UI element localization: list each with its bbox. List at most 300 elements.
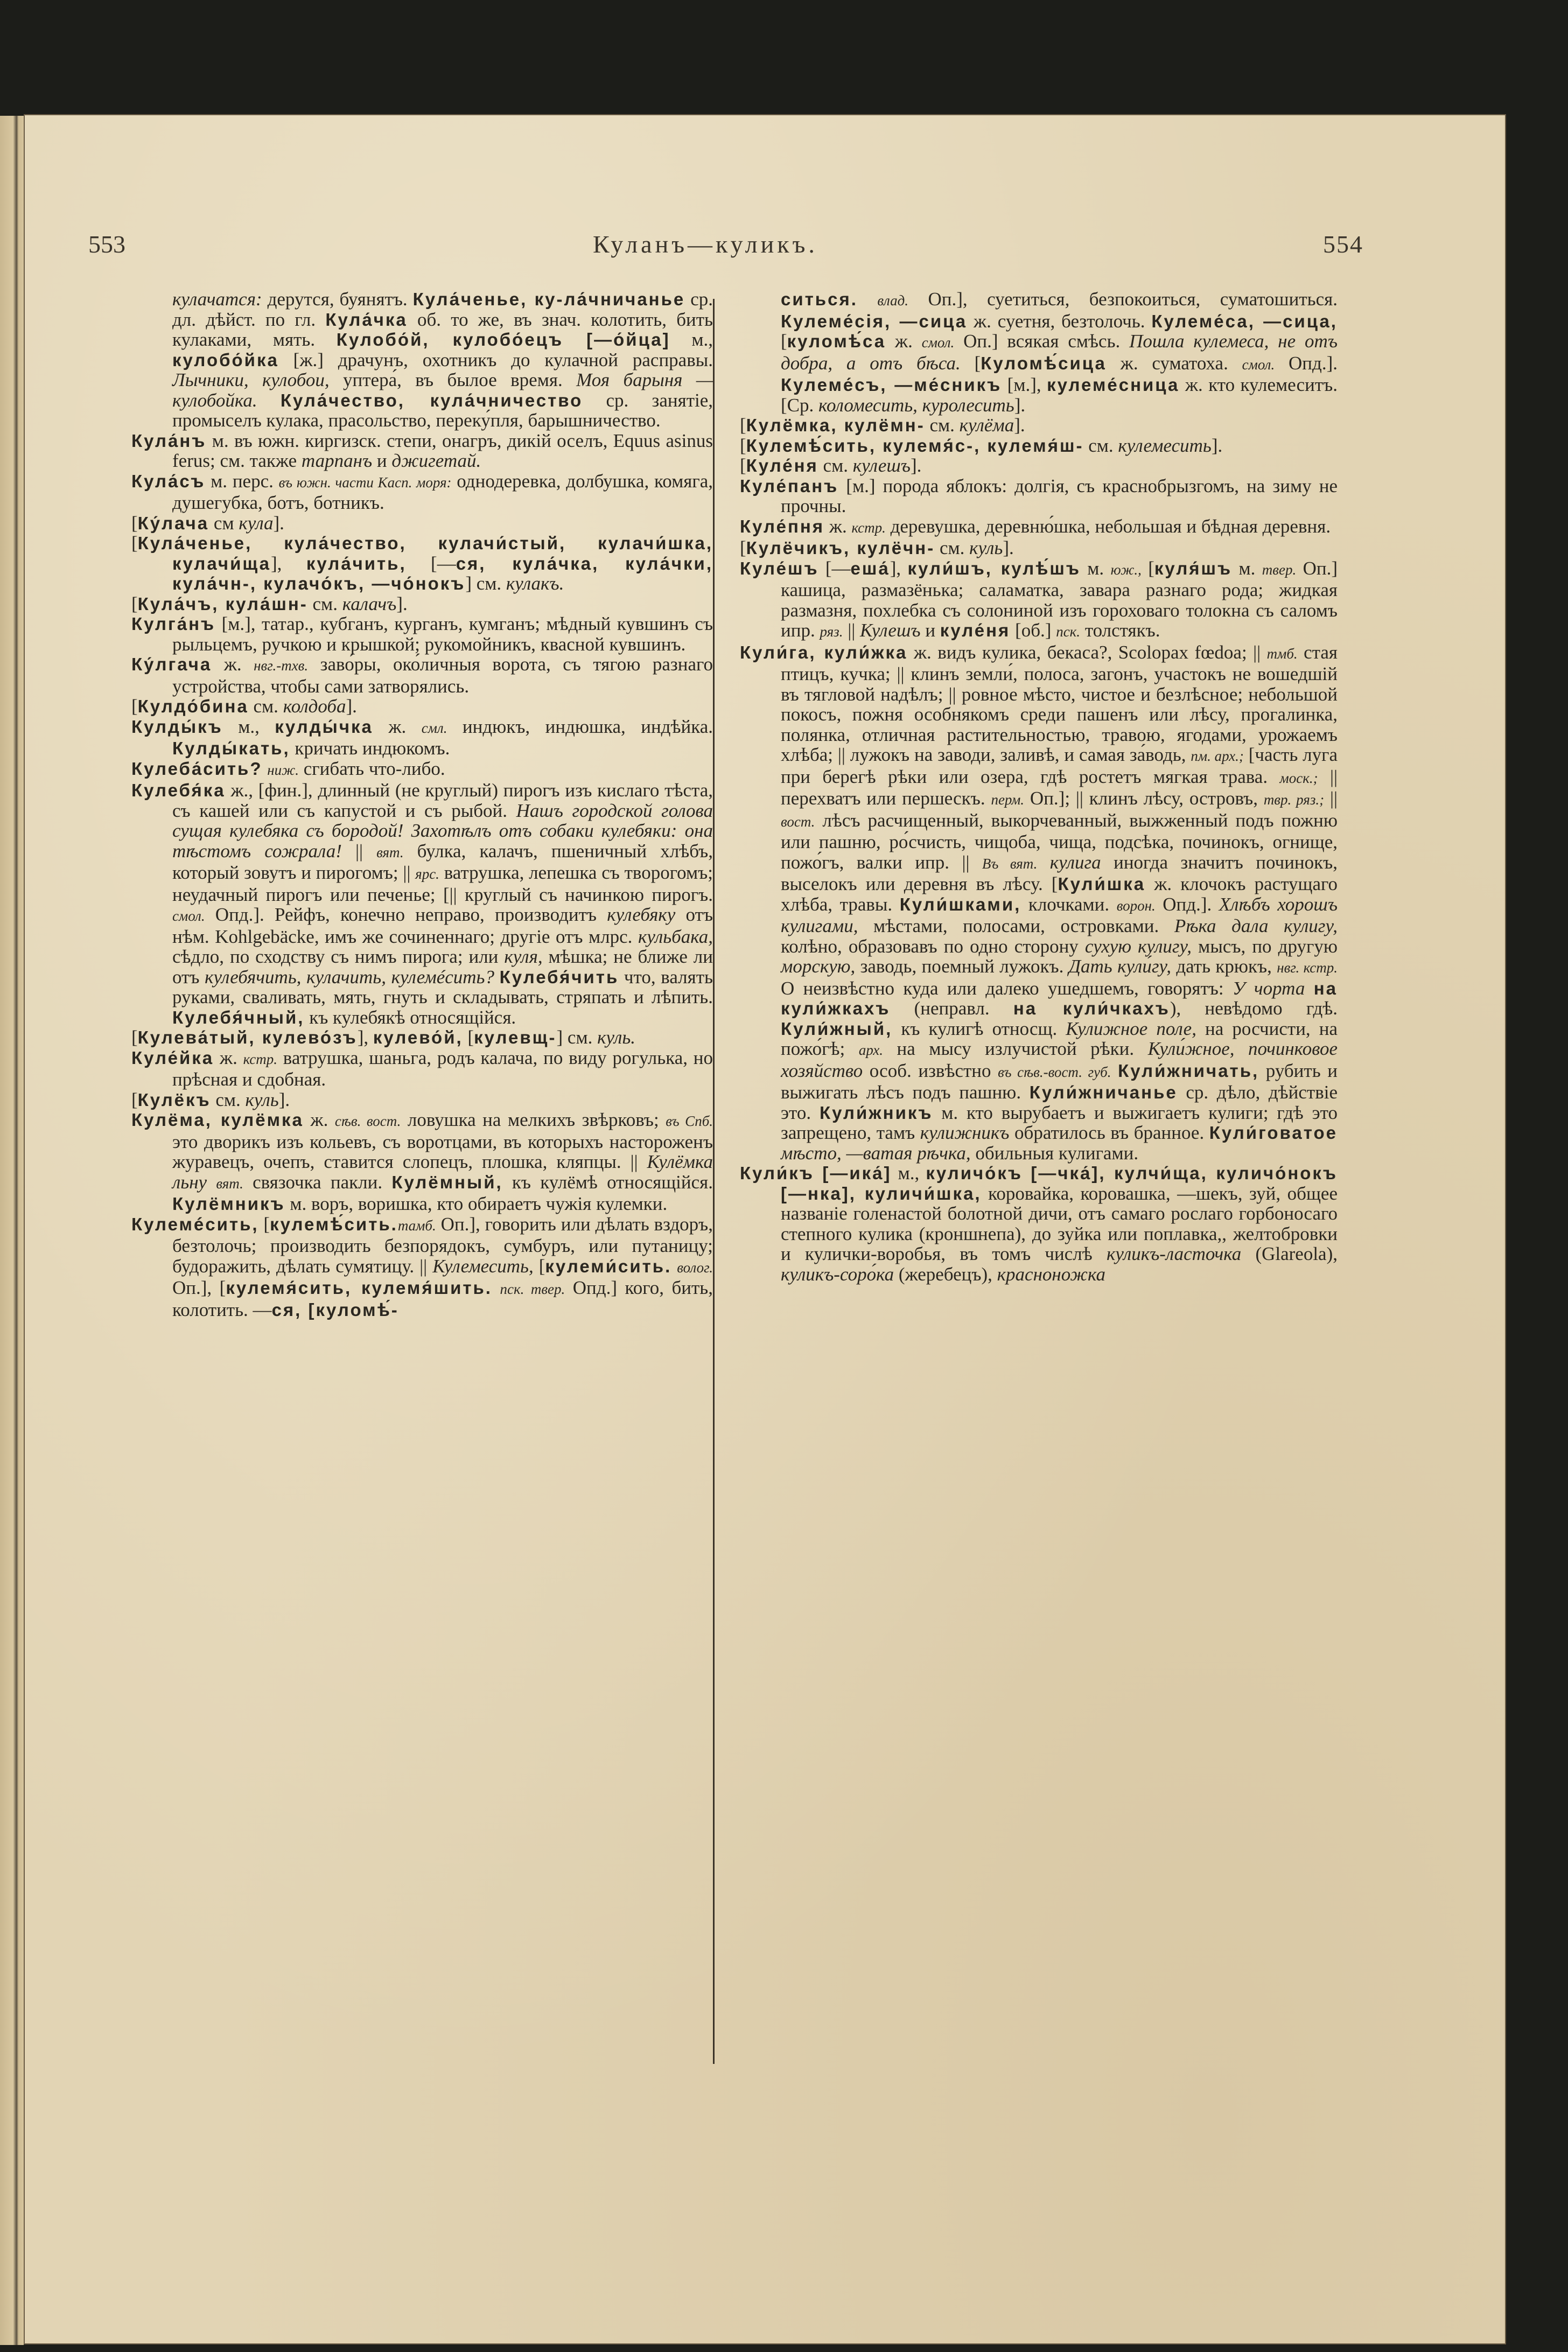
body-text: [ [463,1027,474,1048]
headword: Кула́чество, кула́чничество [280,390,583,410]
body-text [1111,1060,1118,1081]
body-text [494,967,500,988]
headword: Кули́жникъ [819,1102,933,1123]
body-text: кричать индюкомъ. [290,738,450,759]
body-text: ] см. [556,1027,598,1048]
region-abbrev: арх. [858,1042,884,1058]
headword: ся, кула́чка, кула́чки, кула́чн-, кулачо́къ, —чо́нокъ [172,553,713,593]
italic-text: куль [969,537,1003,558]
body-text: уптера́, въ былое время. [329,369,577,390]
body-text: стая птицъ, кучка; || клинъ земли́, полоса, загонъ, участокъ не вошедшій въ тягловой надѣлъ; || ровное мѣсто, чистое и безлѣсное; небольшой покосъ, пожня особнякомъ среди пашенъ или лѣсу, прогалинка, полянка, отличная растительностью, травою, ягодами, урожаемъ хлѣба; || лужокъ на заводи, заливѣ, и самая за́водь, [781,641,1338,765]
headword: Кула́нъ [131,430,207,451]
body-text: ж. [303,1109,335,1130]
body-text: [ [131,1027,138,1048]
body-text [671,1256,677,1277]
body-text: ]. [1014,394,1026,416]
headword: кулево́й, [373,1027,463,1047]
body-text: [м.], [1002,374,1047,395]
body-text: см [209,512,239,534]
italic-text: кульбака, [638,926,713,947]
body-text: [ [131,512,138,534]
region-abbrev: вят. [376,844,404,860]
headword: Кулеме́са, —сица, [1151,311,1338,331]
body-text [207,1172,216,1193]
body-text: см. [307,593,342,614]
headword: Кулёмный, [391,1172,503,1192]
italic-text: тарпанъ [301,450,373,471]
region-abbrev: смол. [921,334,955,351]
headword: Ку́лача [137,513,209,533]
body-text: Оп.] всякая смѣсь. [954,331,1130,352]
italic-text: куликъ-соро́ка [781,1263,894,1285]
body-text: сгибать что-либо. [299,758,445,779]
headword: Кулёмникъ [172,1194,285,1214]
dictionary-entry [740,415,1338,436]
body-text: ]. [278,1089,290,1110]
italic-text: Нашъ городской голова сущая кулебяка съ бородой! Захотѣлъ отъ собаки кулебяки: она тѣстомъ сожрала! [172,800,713,862]
headword: Кула́ченье, ку-ла́чничанье [412,289,685,309]
region-abbrev: твр. ряз.; [1263,792,1325,808]
dictionary-entry [131,780,713,1027]
headword: Куле́панъ [740,475,839,496]
body-text: [ [131,533,138,554]
italic-text: сухую кулигу, [1084,935,1192,957]
body-text: обратилось въ бранное. [1009,1122,1209,1143]
dictionary-entry [131,431,713,471]
body-text: ]. [346,696,357,717]
body-text: м. воръ, воришка, кто обираетъ чужія кулемки. [285,1193,668,1214]
dictionary-entry [131,696,713,717]
region-abbrev: смл. [421,719,447,736]
italic-text: Моя барыня — кулобойка. [172,369,713,411]
body-text [263,758,268,779]
body-text: ловушка на мелкихъ звѣрковъ; [401,1109,666,1130]
body-text: [ [960,352,981,374]
headword: куломѣ́са [787,331,886,351]
body-text: м. въ южн. киргизск. степи, онагръ, дикій оселъ, Equus asinus ferus; см. также [172,430,713,471]
body-text: ]. [1014,415,1025,436]
body-text: Оп.] кашица, размазёнька; саламатка, завара разнаго рода; жидкая размазня, похлебка съ солониной изъ гороховаго толокна съ саломъ ипр. [781,557,1338,641]
headword: Кули́жный, [781,1018,893,1039]
region-abbrev: въ южн. части Касп. моря: [278,474,452,491]
headword: Куле́шъ [740,558,819,578]
body-text: рубить и выжигать лѣсъ подъ пашню. [781,1060,1338,1103]
dictionary-entry [131,717,713,759]
italic-text: кулижникъ [920,1122,1010,1143]
body-text: || перехватъ или першескъ. [781,766,1338,809]
column-divider [713,299,715,2064]
body-text: обильныя кулигами. [970,1142,1139,1164]
region-abbrev: ряз. [820,624,843,640]
body-text: м. [1232,557,1262,579]
body-text: особ. извѣстно [863,1060,998,1081]
body-text: см. [248,696,283,717]
body-text: заво́ры, око́личныя ворота, съ тягою разнаго устройства, чтобы сами затворялись. [172,654,713,697]
body-text: м. кто вырубаетъ и выжигаетъ кулиги; гдѣ это запрещено, тамъ [781,1102,1338,1143]
region-abbrev: влад. [877,292,909,309]
region-abbrev: нвг. кстр. [1277,960,1338,976]
dictionary-entry [131,759,713,781]
running-head [24,230,1506,262]
headword: кулобо́йка [172,349,279,370]
body-text: ], [890,557,908,579]
region-abbrev: пск. твер. [500,1281,565,1297]
dictionary-entry [131,1048,713,1090]
italic-text: У чорта [1232,977,1305,999]
body-text: сѣдло, по сходству съ нимъ пирога; или [172,946,505,967]
region-abbrev: ворон. [1116,897,1156,914]
body-text: мѣшка; не ближе ли отъ [172,946,713,988]
dictionary-entry [131,1027,713,1048]
body-text: мысъ, по другую [1192,935,1338,957]
italic-text: куля, [504,946,543,967]
body-text: [ [533,1255,545,1277]
headword: еша́ [850,558,890,578]
region-abbrev: тмб. [1266,645,1298,662]
body-text: (Glareola), [1241,1243,1338,1264]
region-abbrev: тамб. [397,1217,436,1234]
italic-text: куль. [597,1027,636,1048]
headword: Кулебя́ка [131,780,226,800]
italic-text: кулачатся: [172,289,262,310]
body-text: м., [222,716,275,737]
headword: Кулеба́сить? [131,758,263,779]
headword: ся, [куломѣ́- [271,1299,399,1320]
dictionary-entry [740,456,1338,476]
headword: кулеми́сить. [545,1256,672,1276]
headword: Кула́чка [325,309,408,330]
region-abbrev: смол. [172,908,205,924]
body-text: ватрушка, лепешка съ творогомъ; неудачный пирогъ или печенье; [|| круглый съ начинкою пирогъ. [172,862,713,905]
body-text: къ кулигѣ относщ. [892,1018,1066,1039]
body-text: лѣсъ расчищенный, выкорчеванный, выжженный подъ пожню или пашню, ро́счисть, чищоба, чища, подсѣка, починокъ, огнище, пожо́гъ, валки ипр. || [781,809,1338,873]
dictionary-entry [131,471,713,513]
headword: Кулемéсить, [131,1214,259,1234]
right-column [740,289,1338,1284]
italic-text: колдоба [283,696,346,717]
body-text: О неизвѣстно куда или далеко ушедшемъ, говорятъ: [781,977,1233,999]
italic-text: кулига [1049,851,1101,873]
region-abbrev: сѣв. вост. [334,1113,401,1129]
italic-text: куликъ-ласточка [1106,1243,1242,1264]
dictionary-entry [740,1163,1338,1284]
headword: кулемѣ́сить. [270,1214,398,1234]
dictionary-page [24,114,1506,2344]
body-text: [— [406,552,456,574]
body-text: однодеревка, долбушка, комяга, душегубка, ботъ, ботникъ. [172,470,713,513]
italic-text: красноножка [997,1263,1105,1285]
region-abbrev: нвг.-тхв. [254,657,309,674]
body-text: связочка пакли. [243,1171,392,1193]
italic-text: кулебячить, кулачить, кулемéсить? [205,966,494,988]
headword: кулды́чка [275,716,373,737]
dictionary-entry [131,289,713,431]
headword: Кулга́нъ [131,614,216,634]
body-text: [м.] порода яблокъ: долгія, съ краснобрызгомъ, на зиму не прочны. [781,475,1338,516]
dictionary-entry [131,654,713,696]
body-text: деревушка, деревню́шка, небольшая и бѣдная деревня. [885,515,1331,537]
body-text: [ [781,331,787,352]
body-text: Оп.], [ [172,1277,226,1298]
headword: Кулёмка, кулёмн- [746,415,925,435]
headword: куле́ня [940,620,1011,640]
body-text: Опд.]. [1155,893,1219,915]
body-text: ж. [824,515,852,537]
body-text: булка, калачъ, пшеничный хлѣбъ, который зовутъ и пирогомъ; || [172,840,713,883]
headword: Кулева́тый, кулево́зъ [137,1027,358,1047]
body-text: [ [740,435,746,456]
headword: Кулеме́съ, —ме́сникъ [781,375,1002,395]
dictionary-entry [740,476,1338,516]
italic-text: кулакъ. [506,573,564,594]
italic-text: Пошла кулемеса, не отъ добра, а отъ бѣса. [781,331,1338,374]
region-abbrev: въ Спб. [666,1113,713,1129]
dictionary-entry [740,289,1338,415]
body-text: клочками. [1021,893,1117,915]
body-text: ]. [273,512,284,534]
dictionary-entry [740,538,1338,558]
body-text [858,289,877,310]
body-text [1305,978,1313,999]
italic-text: кула [239,512,274,534]
body-text: [ [131,696,138,717]
italic-text: куль [245,1089,279,1110]
body-text: ), невѣдомо гдѣ. [1170,998,1338,1019]
italic-text: кулешъ [852,455,911,476]
headword: Кули́шка [1058,874,1146,894]
body-text [492,1277,500,1298]
headword: кулеме́сница [1047,375,1180,395]
body-text: см. [818,455,853,476]
headword: Кула́ченье, кула́чество, кулачи́стый, кулачи́шка, кулачи́ща [137,533,713,573]
headword: кулемя́сить, кулемя́шить. [226,1278,492,1298]
body-text: ж. [214,1047,243,1068]
italic-text: Рѣка дала кулигу, [1174,915,1338,936]
body-text: Опд.]. Рейфъ, конечно неправо, производитъ [205,904,607,925]
headword: куличо́къ [—чка́], кулчи́ща, куличо́нокъ [—нка], куличи́шка, [781,1163,1338,1203]
body-text: мѣстами, полосами, островками. [858,915,1174,936]
headword: кула́чить, [306,553,407,573]
headword: Кули́шками, [899,894,1021,914]
body-text: къ кулёмѣ относящійся. [502,1171,713,1193]
body-text: отъ нѣм. Kohlgebäcke, имъ же сочиненнаго; другіе отъ млрс. [172,904,713,947]
dictionary-entry [131,614,713,654]
body-text: ср. дѣло, дѣйствіе это. [781,1082,1338,1123]
dictionary-entry [131,1214,713,1320]
body-text: и [372,450,392,471]
headword: Куле́йка [131,1047,214,1068]
body-text: ватрушка, шаньга, родъ калача, по виду рогулька, но прѣсная и сдобная. [172,1047,713,1090]
headword: Кулебя́чный, [172,1007,305,1027]
body-text: ] см. [465,573,506,594]
headword: Кули́жничанье [1029,1082,1178,1102]
body-text: [ [740,415,746,436]
body-text: || [843,620,860,641]
headword: Кулдо́бина [137,696,249,716]
italic-text: коломесить, куролесить [818,394,1014,416]
italic-text: джигетай. [391,450,481,471]
body-text: на росчисти, на пожо́гѣ; [781,1018,1338,1059]
dictionary-entry [740,558,1338,642]
left-column [131,289,713,1320]
body-text: [об.] [1010,620,1056,641]
italic-text: кулёма [959,415,1014,436]
body-text: [м.], татар., кубганъ, курганъ, кумганъ; мѣдный кувшинъ съ рыльцемъ, ручкою и крышкой; рукомойникъ, квасной кувшинъ. [172,613,713,655]
italic-text: Кулёмка льну [172,1151,713,1193]
body-text: [ [131,593,138,614]
body-text: (неправл. [890,998,1013,1019]
body-text: ж. клочокъ растущаго хлѣба, травы. [781,873,1338,915]
headword: Кулды́къ [131,716,223,737]
body-text: [ [1141,557,1154,579]
body-text: ]. [396,593,408,614]
region-abbrev: въ сѣв.-вост. губ. [998,1063,1111,1080]
page-number-left: 553 [88,230,125,258]
body-text: колѣно, образовавъ по одно сторону [781,935,1085,957]
body-text: Оп.], суетиться, безпокоиться, суматошиться. [908,289,1338,310]
body-text: м., [670,329,713,350]
italic-text: Хлѣбъ хорошъ кулигами, [781,893,1338,936]
page-number-right: 554 [1323,230,1363,258]
headword: Куле́ня [746,456,818,475]
italic-text: кулемесить [1118,435,1212,456]
italic-text: калачъ [342,593,397,614]
italic-text: Кули́жное, починковое хозяйство [781,1038,1338,1081]
body-text: Оп.], говорить или дѣлать вздоръ, безтолочь; производить безпорядокъ, сумбуръ, или путаницу; будоражить, дѣлать сумятицу. || [172,1213,713,1277]
region-abbrev: моск.; [1279,769,1318,786]
body-text: Оп.]; || клинъ лѣсу, островъ, [1024,788,1264,809]
headword: Кулобо́й, кулобо́ецъ [—о́йца] [336,330,670,349]
body-text: ж. [212,654,254,675]
body-text: [ [258,1213,270,1235]
region-abbrev: кстр. [851,519,886,536]
italic-text: Кулемесить, [432,1255,534,1277]
headword: Куле́пня [740,516,825,536]
italic-text: Дать кули́гу, [1068,956,1172,977]
dictionary-entry [740,642,1338,1164]
dictionary-entry [740,516,1338,538]
headword: на кули́чкахъ [1013,998,1170,1018]
headword: Кулемѣ́сить, кулемя́с-, кулемя́ш- [746,435,1084,456]
body-text: ], [357,1027,373,1048]
body-text: ]. [1003,537,1014,558]
body-text [1037,852,1049,873]
body-text: и [920,620,940,641]
region-abbrev: кстр. [243,1051,277,1067]
body-text: коровайка, коровашка, —шекъ, зуй, общее названіе голенастой болотной дичи, отъ самаго рослаго горбоносаго степного кулика (кроншнепа), до зуйка или поплавка,, желтобровки и кулички-воробья, въ томъ числѣ [781,1182,1338,1264]
running-head-title: Куланъ—куликъ. [593,230,818,258]
headword: на кули́жкахъ [781,978,1338,1018]
body-text: [ [740,537,746,558]
body-text: Опд.]. [1275,352,1338,374]
dictionary-entry [131,513,713,534]
region-abbrev: юж., [1110,561,1142,578]
body-text [257,390,281,411]
body-text: Опд.] кого, бить, колотить. — [172,1277,713,1320]
dictionary-entry [131,1090,713,1110]
headword: кули́шъ, кулѣ́шъ [907,558,1081,578]
headword: Кула́чъ, кула́шн- [137,593,308,614]
body-text: ж. суматоха. [1106,352,1242,374]
body-text: см. [925,415,960,436]
body-text: иногда значитъ починокъ, выселокъ или деревня въ лѣсу. [ [781,851,1338,894]
body-text: ], [270,552,306,574]
book-page-stack-edge [0,116,24,2345]
region-abbrev: пм. арх.; [1191,748,1244,764]
body-text: ж. [886,331,922,352]
italic-text: Кулижное поле, [1066,1018,1196,1039]
italic-text: Кулешъ [859,620,921,641]
headword: Кулёчикъ, кулёчн- [746,538,935,558]
headword: Кули́къ [—ика́] [740,1163,892,1183]
body-text: къ кулебякѣ относящійся. [304,1006,516,1028]
italic-text: морскую, [781,956,856,977]
headword: куля́шъ [1154,558,1233,578]
body-text: это дворикъ изъ кольевъ, съ воротцами, въ которыхъ настороженъ журавецъ, очепъ, ставится слопецъ, плошка, кляпцы. || [172,1131,713,1172]
body-text: дать крюкъ, [1171,956,1277,977]
headword: Кулёма, кулёмка [131,1110,304,1130]
headword: Кули́га, кули́жка [740,642,908,662]
headword: Кулебя́чить [499,967,619,987]
region-abbrev: вят. [216,1175,243,1192]
body-text: м., [891,1163,926,1184]
headword: ситься. [781,289,858,309]
region-abbrev: смол. [1242,356,1275,373]
body-text: ]. [1211,435,1223,456]
region-abbrev: Въ вят. [982,855,1038,872]
body-text: [ж.] драчунъ, охотникъ до кулачной расправы. [278,349,713,370]
body-text: || [341,840,377,862]
body-text: заводь, поемный лужокъ. [855,956,1069,977]
body-text: что, валять руками, сваливать, мять, гнуть и складывать, стряпать и лѣпить. [172,966,713,1007]
region-abbrev: волог. [677,1259,713,1276]
italic-text: Лычники, кулобои, [172,369,330,390]
body-text: ж., [фин.], длинный (не круглый) пирогъ изъ кислаго тѣста, съ кашей или съ капустой и съ рыбой. [172,780,713,821]
body-text: ж. суетня, безтолочь. [967,310,1152,332]
body-text: ]. [910,455,922,476]
dictionary-entry [131,594,713,614]
body-text: см. [211,1089,246,1110]
body-text: [ [131,1089,138,1110]
dictionary-entry [131,1110,713,1214]
region-abbrev: ярс. [415,866,439,882]
dictionary-entry [131,533,713,594]
headword: Куломѣ́сица [981,353,1107,373]
body-text: || [1324,788,1338,809]
italic-text: кулебяку [607,904,676,925]
headword: Кулды́кать, [172,738,290,758]
headword: Ку́лгача [131,654,212,674]
body-text: ж. кто кулемеситъ. [Ср. [781,374,1338,416]
body-text: индюкъ, индюшка, индѣйка. [447,716,713,737]
body-text: см. [935,537,970,558]
body-text: м. перс. [205,470,279,492]
dictionary-entry [740,436,1338,456]
body-text: толстякъ. [1080,620,1160,641]
italic-text: мѣсто, —ватая рѣчка, [781,1142,971,1164]
body-text: ж. [373,716,422,737]
body-text: [ [740,455,746,476]
body-text: на мысу излучистой рѣки. [883,1038,1148,1059]
region-abbrev: ниж. [267,761,299,778]
region-abbrev: перм. [991,792,1025,808]
body-text: дерутся, буянятъ. [262,289,413,310]
headword: Кулёкъ [137,1089,211,1110]
region-abbrev: твер. [1262,561,1297,578]
body-text: [часть луга при берегѣ рѣки или озера, гдѣ ростетъ мягкая трава. [781,744,1338,787]
body-text: м. [1080,557,1111,579]
body-text: ж. видъ кулика, бекаса?, Scolopax fœdoa; || [907,641,1267,663]
